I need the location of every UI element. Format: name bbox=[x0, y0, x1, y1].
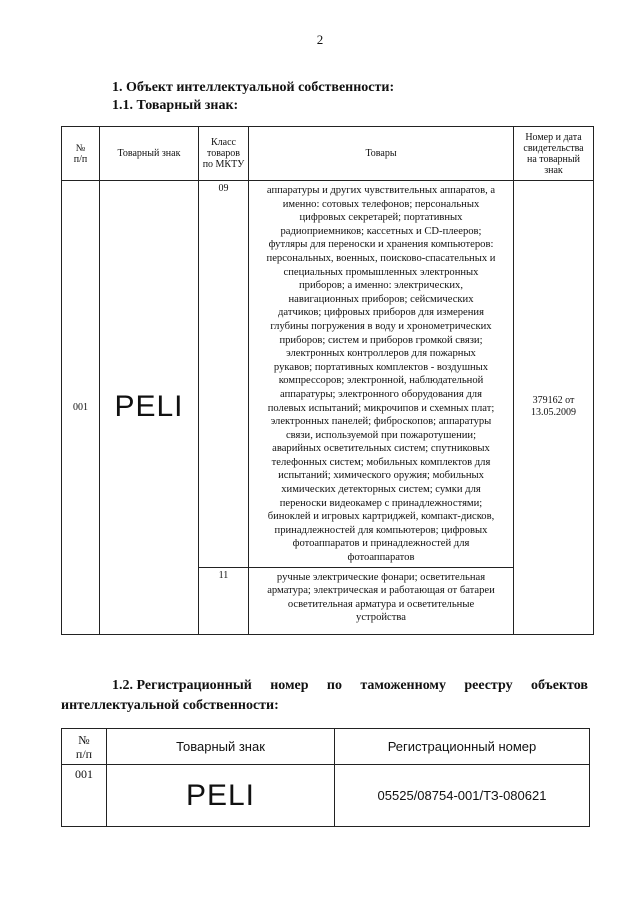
title-word: реестру bbox=[464, 678, 513, 693]
class-09-text: 09 bbox=[218, 183, 229, 194]
trademark-logo bbox=[100, 181, 199, 635]
header-mark bbox=[107, 729, 335, 765]
trademark-text: PELI bbox=[114, 390, 184, 424]
row-num bbox=[62, 765, 107, 827]
title-word: по bbox=[326, 678, 342, 693]
title-word: объектов bbox=[530, 678, 588, 693]
certificate-text: 379162 от 13.05.2009 bbox=[531, 395, 576, 419]
section-1-2-title-line-1 bbox=[61, 676, 588, 696]
header-mark bbox=[100, 127, 199, 181]
class-11-text: 11 bbox=[218, 569, 229, 581]
customs-register-table bbox=[61, 728, 590, 827]
trademark-table-header bbox=[62, 127, 594, 181]
section-1-2-title bbox=[61, 676, 588, 716]
header-cert-text: Номер и дата свидетельства на товарный знак bbox=[523, 131, 584, 176]
header-mark-text: Товарный знак bbox=[176, 739, 265, 754]
header-mark-text: Товарный знак bbox=[117, 148, 181, 159]
row-num-text: 001 bbox=[75, 767, 93, 781]
title-word: таможенному bbox=[360, 678, 446, 693]
section-1-2-title-line-2: интеллектуальной собственности: bbox=[61, 698, 279, 713]
trademark-text: PELI bbox=[185, 778, 256, 812]
table-row bbox=[62, 181, 594, 568]
header-num bbox=[62, 729, 107, 765]
goods-11 bbox=[249, 567, 514, 634]
section-1-1-title: 1.1. Товарный знак: bbox=[112, 98, 239, 113]
header-num bbox=[62, 127, 100, 181]
header-class bbox=[199, 127, 249, 181]
class-09 bbox=[199, 181, 249, 568]
header-regno bbox=[335, 729, 590, 765]
table-row bbox=[62, 765, 590, 827]
title-word: номер bbox=[270, 678, 309, 693]
header-num-text: № п/п bbox=[75, 732, 93, 761]
header-cert bbox=[514, 127, 594, 181]
registration-number bbox=[335, 765, 590, 827]
trademark-logo bbox=[107, 765, 335, 827]
goods-09 bbox=[249, 181, 514, 568]
header-class-text: Класс товаров по МКТУ bbox=[202, 137, 245, 170]
customs-register-header bbox=[62, 729, 590, 765]
header-goods bbox=[249, 127, 514, 181]
registration-number-text: 05525/08754-001/ТЗ-080621 bbox=[377, 788, 547, 803]
goods-09-text: аппаратуры и других чувствительных аппаратов, а именно: сотовых телефонов; персональных цифровых секретарей; портативных радиоприемников; кассетных и CD-плееров; футляры для переноски и хранения компьютеров: персональных, военных, поисково-спасательных и специальных промышленных электронных приборов; а именно: электрических, навигационных приборов; сейсмических датчиков; цифровых приборов для измерения глубины погружения в воду и хронометрических приборов; систем и приборов громкой связи; электронных контроллеров для пожарных рукавов; портативных комплектов - воздушных компрессоров; электронной, наблюдательной аппаратуры; электронного оборудования для полевых испытаний; микрочипов и схемных плат; электронных панелей; фиброскопов; аппаратуры связи, используемой при пожаротушении; аварийных осветительных систем; спутниковых телефонных систем; мобильных комплектов для испытаний; химического оружия; мобильных химических детекторных систем; сумки для переноски видеокамер с принадлежностями; биноклей и игровых картриджей, компакт-дисков, принадлежностей для компьютеров; цифровых фотоаппаратов и принадлежностей для фотоаппаратов bbox=[266, 185, 496, 564]
row-num-text: 001 bbox=[73, 401, 88, 413]
trademark-table bbox=[61, 126, 594, 635]
section-1-title: 1. Объект интеллектуальной собственности: bbox=[112, 80, 395, 95]
page-number: 2 bbox=[316, 32, 324, 47]
header-regno-text: Регистрационный номер bbox=[387, 739, 537, 754]
certificate bbox=[514, 181, 594, 635]
title-word: 1.2. Регистрационный bbox=[112, 678, 252, 693]
goods-11-text: ручные электрические фонари; осветительная арматура; электрическая и работающая от батареи осветительная арматура и осветительные устройства bbox=[267, 571, 495, 624]
header-goods-text: Товары bbox=[365, 148, 397, 159]
class-11 bbox=[199, 567, 249, 634]
row-num bbox=[62, 181, 100, 635]
header-num-text: № п/п bbox=[73, 142, 88, 165]
